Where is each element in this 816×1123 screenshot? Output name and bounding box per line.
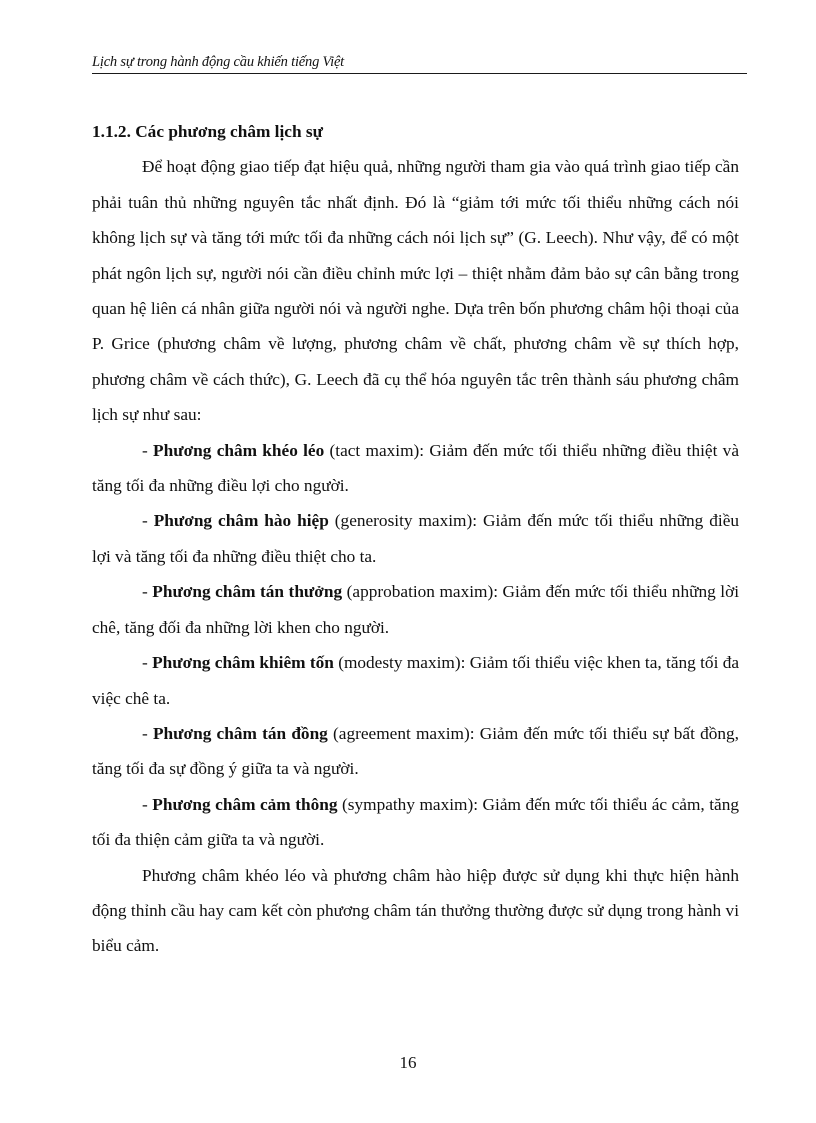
maxim-sympathy bbox=[92, 787, 739, 858]
page-body bbox=[92, 114, 739, 964]
maxim-dash: - bbox=[142, 794, 153, 814]
conclusion-paragraph: Phương châm khéo léo và phương châm hào hiệp được sử dụng khi thực hiện hành động thỉnh cầu hay cam kết còn phương châm tán thưởng thường được sử dụng trong hành vi biểu cảm. bbox=[92, 865, 739, 956]
running-header-title: Lịch sự trong hành động cầu khiến tiếng Việt bbox=[92, 54, 345, 70]
intro-paragraph: Để hoạt động giao tiếp đạt hiệu quả, những người tham gia vào quá trình giao tiếp cần phải tuân thủ những nguyên tắc nhất định. Đó là “giảm tới mức tối thiểu những cách nói không lịch sự và tăng tới mức tối đa những cách nói lịch sự” (G. Leech). Như vậy, để có một phát ngôn lịch sự, người nói cần điều chỉnh mức lợi – thiệt nhằm đảm bảo sự cân bằng trong quan hệ liên cá nhân giữa người nói và người nghe. Dựa trên bốn phương châm hội thoại của P. Grice (phương châm về lượng, phương châm về chất, phương châm về sự thích hợp, phương châm về cách thức), G. Leech đã cụ thể hóa nguyên tắc trên thành sáu phương châm lịch sự như sau: bbox=[92, 157, 739, 425]
maxim-description: (generosity maxim): Giảm đến mức tối thiểu những điều lợi và tăng tối đa những điều thiệt cho ta. bbox=[92, 511, 740, 566]
maxim-approbation bbox=[92, 574, 739, 645]
maxim-description: (agreement maxim): Giảm đến mức tối thiểu sự bất đồng, tăng tối đa sự đồng ý giữa ta và người. bbox=[92, 723, 739, 779]
maxim-name: Phương châm khéo léo bbox=[153, 440, 325, 460]
maxim-name: Phương châm tán đồng bbox=[152, 723, 328, 743]
maxim-modesty bbox=[92, 645, 739, 716]
maxim-description: (tact maxim): Giảm đến mức tối thiểu những điều thiệt và tăng tối đa những điều lợi cho người. bbox=[92, 440, 739, 496]
maxim-name: Phương châm cảm thông bbox=[152, 794, 338, 814]
maxim-description: (modesty maxim): Giảm tối thiểu việc khen ta, tăng tối đa việc chê ta. bbox=[92, 653, 740, 708]
maxim-generosity bbox=[92, 503, 739, 574]
running-header bbox=[92, 52, 747, 74]
maxim-name: Phương châm hào hiệp bbox=[153, 511, 329, 531]
maxim-dash: - bbox=[142, 511, 154, 531]
maxim-name: Phương châm khiêm tốn bbox=[152, 653, 334, 673]
maxim-dash: - bbox=[142, 723, 153, 743]
page-number: 16 bbox=[399, 1053, 417, 1072]
maxim-dash: - bbox=[142, 440, 154, 460]
maxim-name: Phương châm tán thưởng bbox=[152, 582, 343, 602]
maxim-description: (sympathy maxim): Giảm đến mức tối thiểu ác cảm, tăng tối đa thiện cảm giữa ta và người. bbox=[92, 794, 739, 850]
maxim-agreement bbox=[92, 716, 739, 787]
maxim-description: (approbation maxim): Giảm đến mức tối thiểu những lời chê, tăng đối đa những lời khen cho người. bbox=[92, 582, 740, 637]
maxim-dash: - bbox=[142, 582, 153, 602]
maxim-dash: - bbox=[142, 653, 153, 673]
section-heading: 1.1.2. Các phương châm lịch sự bbox=[92, 122, 323, 141]
maxim-tact bbox=[92, 433, 739, 504]
